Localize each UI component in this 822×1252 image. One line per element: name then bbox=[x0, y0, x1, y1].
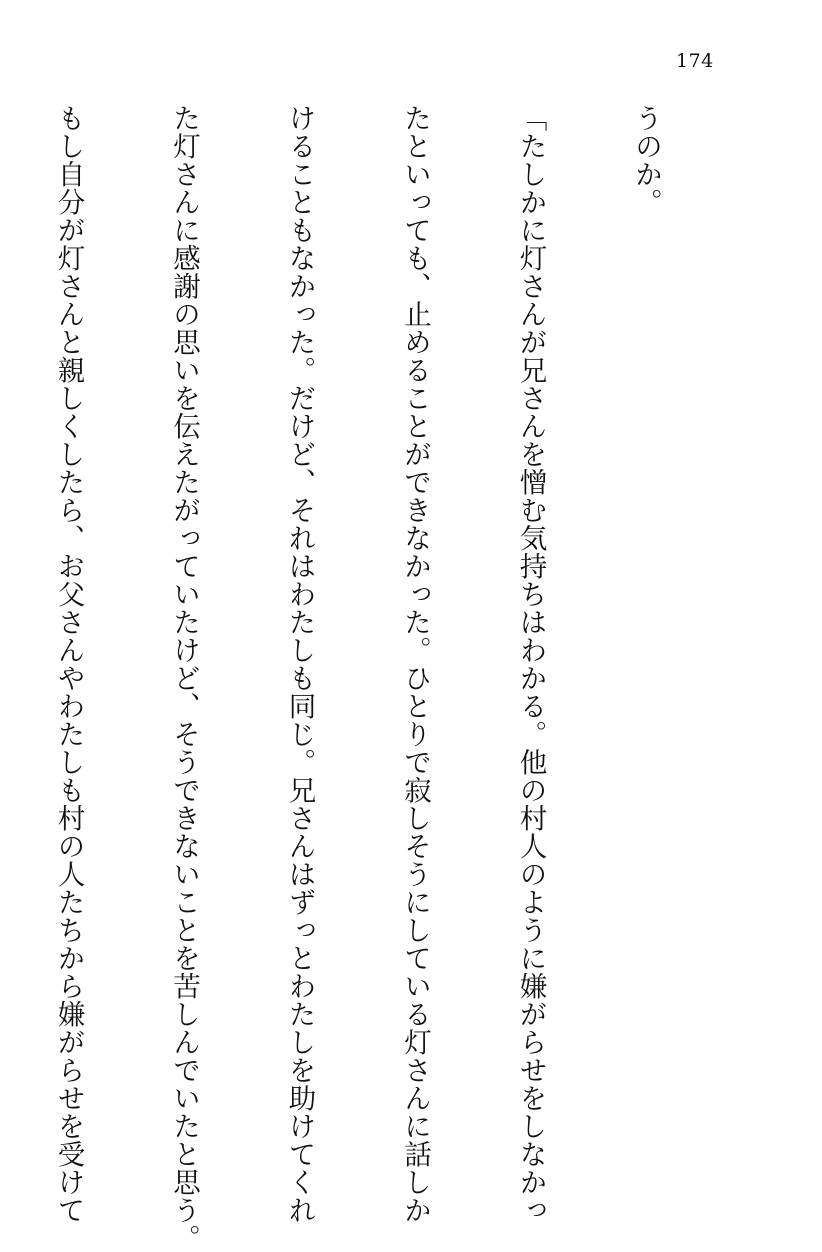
text-line: うのか。 bbox=[630, 104, 662, 216]
text-line: もし自分が灯さんと親しくしたら、お父さんやわたしも村の人たちから嫌がらせを受けて bbox=[52, 104, 85, 1224]
text-line: けることもなかった。だけど、それはわたしも同じ。兄さんはずっとわたしを助けてくれ bbox=[283, 104, 316, 1224]
text-line: た灯さんに感謝の思いを伝えたがっていたけど、そうできないことを苦しんでいたと思う。 bbox=[168, 104, 200, 1252]
novel-text-body bbox=[0, 104, 742, 1252]
text-line: 「たしかに灯さんが兄さんを憎む気持ちはわかる。他の村人のように嫌がらせをしなかっ bbox=[514, 104, 547, 1224]
text-line: たといっても、止めることができなかった。ひとりで寂しそうにしている灯さんに話しか bbox=[399, 104, 431, 1224]
page-number: 174 bbox=[676, 50, 714, 72]
